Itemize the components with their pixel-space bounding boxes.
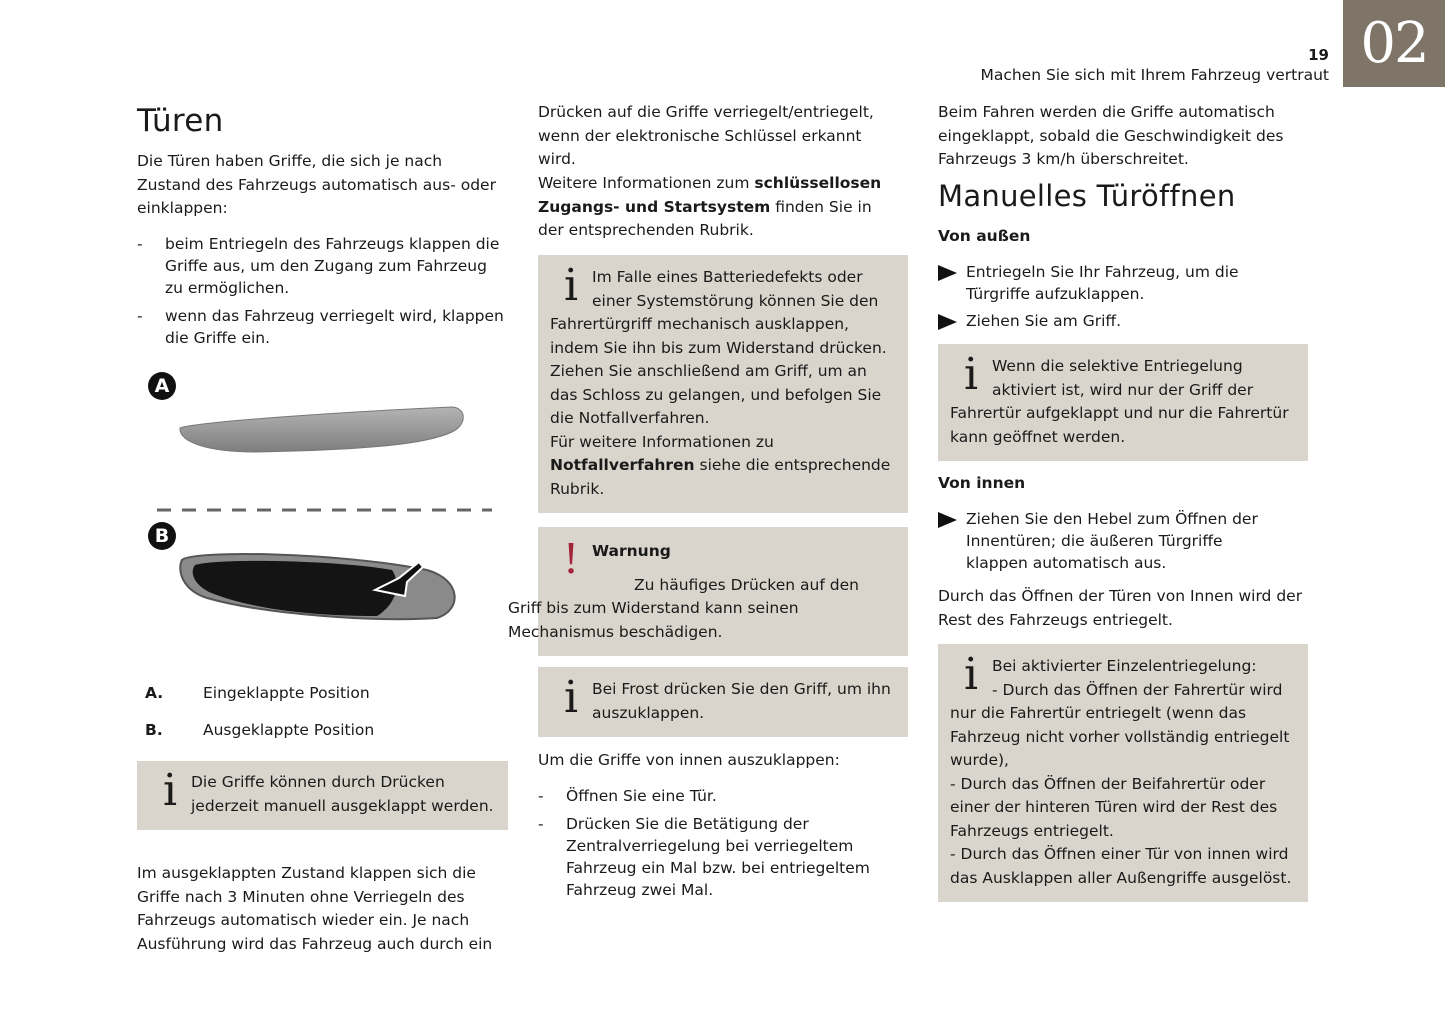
dash-icon: - [538, 787, 544, 805]
label-a-badge: A [148, 372, 176, 400]
inside-steps-list [538, 785, 883, 907]
label-b-badge: B [148, 522, 176, 550]
list-item: - beim Entriegeln des Fahrzeugs klappen die Griffe aus, um den Zugang zum Fahrzeug zu ermöglichen. [137, 235, 500, 297]
outside-steps [938, 261, 1283, 337]
chapter-tab: 02 [1343, 0, 1445, 87]
section-title: Türen [137, 103, 224, 139]
inside-steps [938, 508, 1283, 579]
dash-icon: - [538, 815, 544, 833]
page-number: 19 [1308, 46, 1329, 64]
outro-paragraph: Im ausgeklappten Zustand klappen sich die Griffe nach 3 Minuten ohne Verriegeln des Fahrzeugs automatisch wieder ein. Je nach Ausführung wird das Fahrzeug auch durch ein [137, 864, 493, 953]
subheading-inside: Von innen [938, 474, 1026, 492]
paragraph: Durch das Öffnen der Türen von Innen wird der Rest des Fahrzeugs entriegelt. [938, 587, 1303, 629]
info-icon: i [162, 765, 178, 816]
legend-row-b: B. Ausgeklappte Position [145, 721, 375, 739]
legend-row-a: A. Eingeklappte Position [145, 684, 370, 702]
running-title: Machen Sie sich mit Ihrem Fahrzeug vertraut [980, 66, 1329, 84]
warning-icon: ! [563, 532, 579, 583]
handle-illustration [137, 370, 507, 635]
keyless-link-text: schlüssellosen Zugangs- und Startsystem [538, 174, 882, 216]
step-item: Ziehen Sie den Hebel zum Öffnen der Innentüren; die äußeren Türgriffe klappen automatisch aus. [938, 508, 1283, 574]
step-item: Entriegeln Sie Ihr Fahrzeug, um die Türgriffe aufzuklappen. [938, 261, 1283, 305]
paragraph: Um die Griffe von innen auszuklappen: [538, 751, 840, 769]
info-icon: i [563, 260, 579, 311]
arrow-right-icon [938, 314, 957, 330]
warning-title: Warnung [592, 542, 671, 560]
list-item: - Drücken Sie die Betätigung der Zentralverriegelung bei verriegeltem Fahrzeug ein Mal bzw. bei entriegeltem Fahrzeug zwei Mal. [538, 815, 870, 899]
info-icon: i [963, 649, 979, 700]
list-item: - wenn das Fahrzeug verriegelt wird, klappen die Griffe ein. [137, 307, 504, 347]
door-handle-figure [137, 370, 507, 635]
step-item: Ziehen Sie am Griff. [938, 310, 1283, 332]
section-title: Manuelles Türöffnen [938, 179, 1236, 213]
info-box: i Wenn die selektive Entriegelung aktiviert ist, wird nur der Griff der Fahrertür aufgeklappt und nur die Fahrertür kann geöffnet werden. [938, 344, 1308, 461]
paragraph: Weitere Informationen zum schlüssellosen Zugangs- und Startsystem finden Sie in der entsprechenden Rubrik. [538, 174, 882, 239]
dash-icon: - [137, 307, 143, 325]
dash-icon: - [137, 235, 143, 253]
intro-paragraph: Die Türen haben Griffe, die sich je nach Zustand des Fahrzeugs automatisch aus- oder einklappen: [137, 152, 496, 217]
arrow-right-icon [938, 265, 957, 281]
subheading-outside: Von außen [938, 227, 1031, 245]
info-icon: i [963, 349, 979, 400]
warning-text: Zu häufiges Drücken auf den Griff bis zum Widerstand kann seinen Mechanismus beschädigen. [508, 575, 859, 641]
paragraph: Beim Fahren werden die Griffe automatisch eingeklappt, sobald die Geschwindigkeit des Fahrzeugs 3 km/h überschreitet. [938, 103, 1284, 168]
info-box: i Bei aktivierter Einzelentriegelung: - Durch das Öffnen der Fahrertür wird nur die Fahrertür entriegelt (wenn das Fahrzeug nicht vorher vollständig entriegelt wurde), - Durch das Öffnen der Beifahrertür oder einer der hinteren Türen wird der Rest des Fahrzeugs entriegelt. - Durch das Öffnen einer Tür von innen wird das Ausklappen aller Außengriffe ausgelöst. [938, 644, 1308, 902]
info-box: i Im Falle eines Batteriedefekts oder einer Systemstörung können Sie den Fahrertürgriff mechanisch ausklappen, indem Sie ihn bis zum Widerstand drücken. Ziehen Sie anschließend am Griff, um an das Schloss zu gelangen, und befolgen Sie die Notfallverfahren. Für weitere Informationen zu Notfallverfahren siehe die entsprechende Rubrik. [538, 255, 908, 513]
arrow-right-icon [938, 512, 957, 528]
info-icon: i [563, 672, 579, 723]
paragraph: Drücken auf die Griffe verriegelt/entriegelt, wenn der elektronische Schlüssel erkannt wird. [538, 103, 874, 168]
info-box: i Bei Frost drücken Sie den Griff, um ihn auszuklappen. [538, 667, 908, 737]
info-box: i Die Griffe können durch Drücken jederzeit manuell ausgeklappt werden. [137, 761, 508, 830]
state-list [137, 233, 509, 355]
list-item: - Öffnen Sie eine Tür. [538, 787, 717, 805]
warning-box [508, 527, 908, 656]
